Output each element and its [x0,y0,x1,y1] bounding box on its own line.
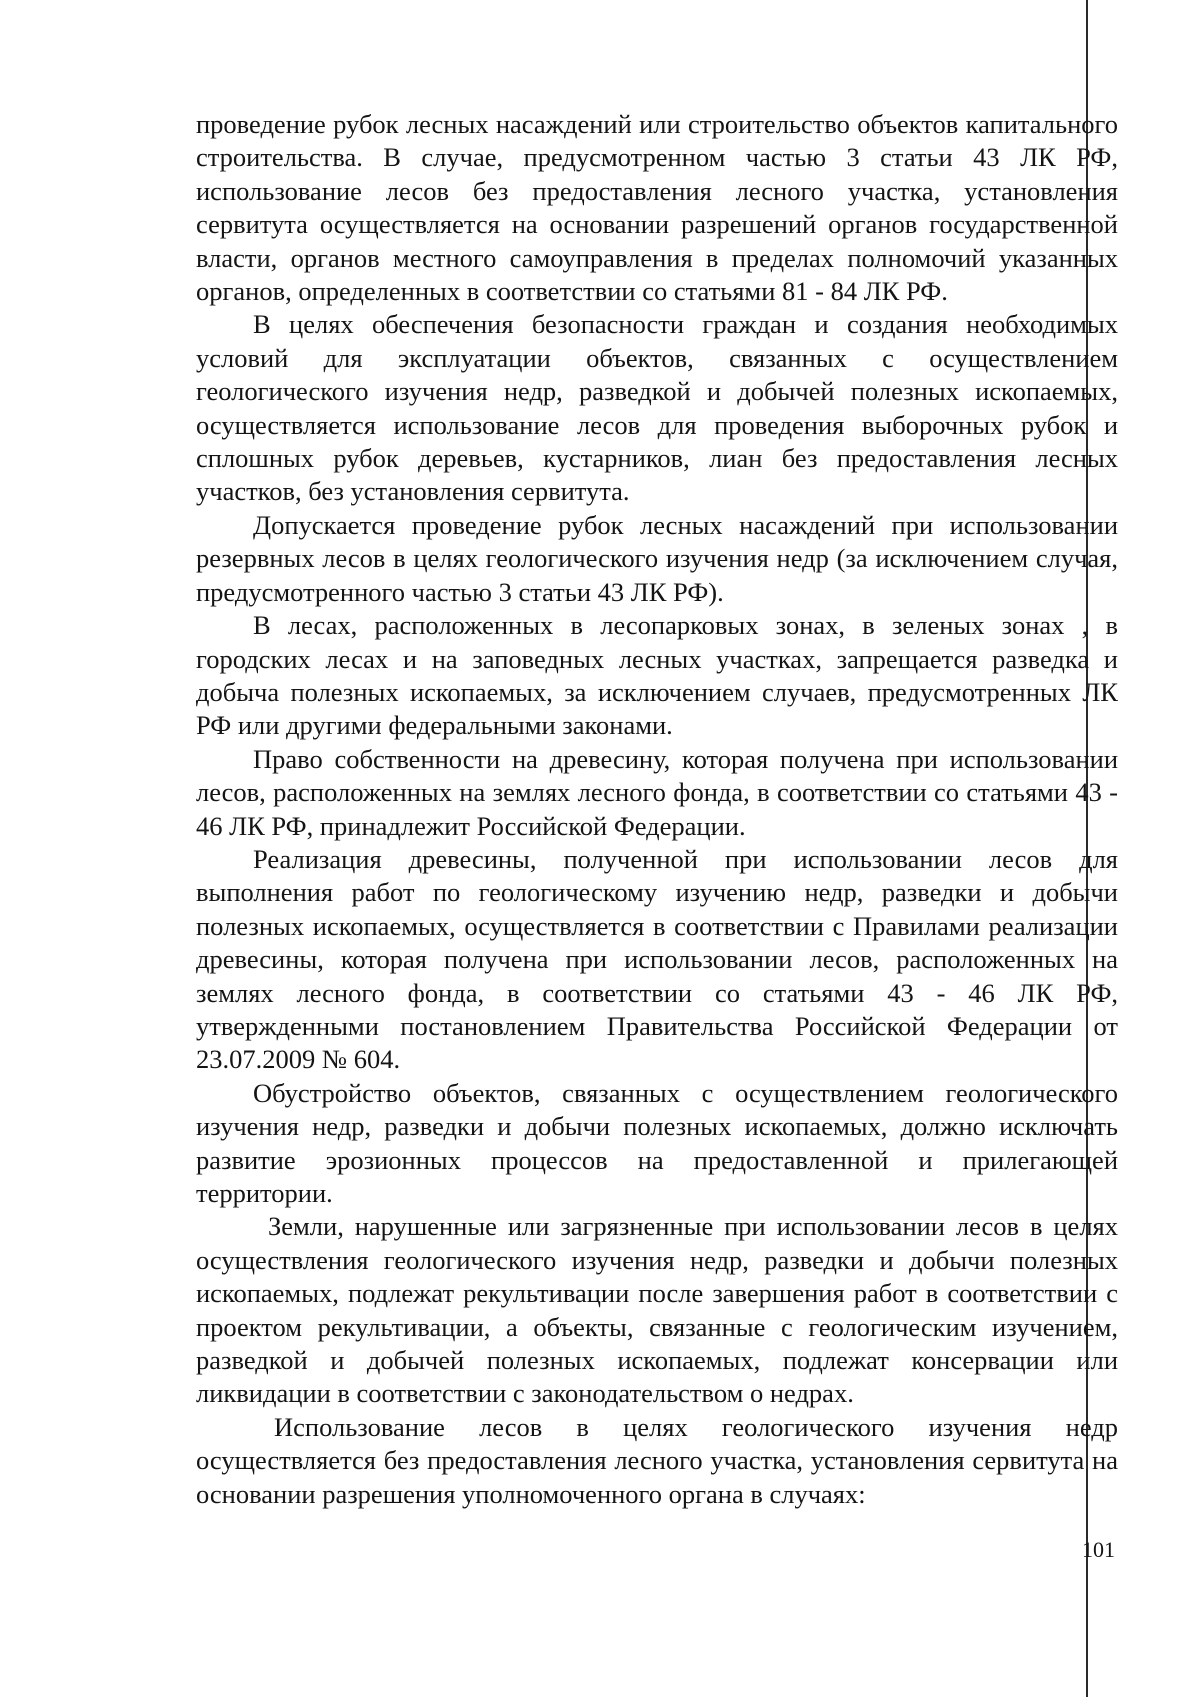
paragraph-6: Реализация древесины, полученной при использовании лесов для выполнения работ по геологическому изучению недр, разведки и добычи полезных ископаемых, осуществляется в соответствии с Правилами реализации древесины, которая получена при использовании лесов, расположенных на землях лесного фонда, в соответствии со статьями 43 - 46 ЛК РФ, утвержденными постановлением Правительства Российской Федерации от 23.07.2009 № 604. [196,843,1118,1075]
paragraph-1: проведение рубок лесных насаждений или строительство объектов капитального строительства. В случае, предусмотренном частью 3 статьи 43 ЛК РФ, использование лесов без предоставления лесного участка, установления сервитута осуществляется на основании разрешений органов государственной власти, органов местного самоуправления в пределах полномочий указанных органов, определенных в соответствии со статьями 81 - 84 ЛК РФ. [196,109,1118,307]
paragraph-2: В целях обеспечения безопасности граждан и создания необходимых условий для эксплуатации объектов, связанных с осуществлением геологического изучения недр, разведкой и добычей полезных ископаемых, осуществляется использование лесов для проведения выборочных рубок и сплошных рубок деревьев, кустарников, лиан без предоставления лесных участков, без установления сервитута. [196,309,1118,507]
document-body [196,108,1118,1511]
paragraph-8: Земли, нарушенные или загрязненные при использовании лесов в целях осуществления геологического изучения недр, разведки и добычи полезных ископаемых, подлежат рекультивации после завершения работ в соответствии с проектом рекультивации, а объекты, связанные с геологическим изучением, разведкой и добычей полезных ископаемых, подлежат консервации или ликвидации в соответствии с законодательством о недрах. [196,1211,1118,1409]
paragraph-4: В лесах, расположенных в лесопарковых зонах, в зеленых зонах , в городских лесах и на заповедных лесных участках, запрещается разведка и добыча полезных ископаемых, за исключением случаев, предусмотренных ЛК РФ или другими федеральными законами. [196,610,1118,741]
paragraph-9: Использование лесов в целях геологического изучения недр осуществляется без предоставления лесного участка, установления сервитута на основании разрешения уполномоченного органа в случаях: [196,1411,1118,1509]
paragraph-7: Обустройство объектов, связанных с осуществлением геологического изучения недр, разведки и добычи полезных ископаемых, должно исключать развитие эрозионных процессов на предоставленной и прилегающей территории. [196,1077,1118,1208]
paragraph-3: Допускается проведение рубок лесных насаждений при использовании резервных лесов в целях геологического изучения недр (за исключением случая, предусмотренного частью 3 статьи 43 ЛК РФ). [196,509,1118,607]
paragraph-5: Право собственности на древесину, которая получена при использовании лесов, расположенных на землях лесного фонда, в соответствии со статьями 43 - 46 ЛК РФ, принадлежит Российской Федерации. [196,743,1118,841]
page-number: 101 [1082,1537,1115,1562]
